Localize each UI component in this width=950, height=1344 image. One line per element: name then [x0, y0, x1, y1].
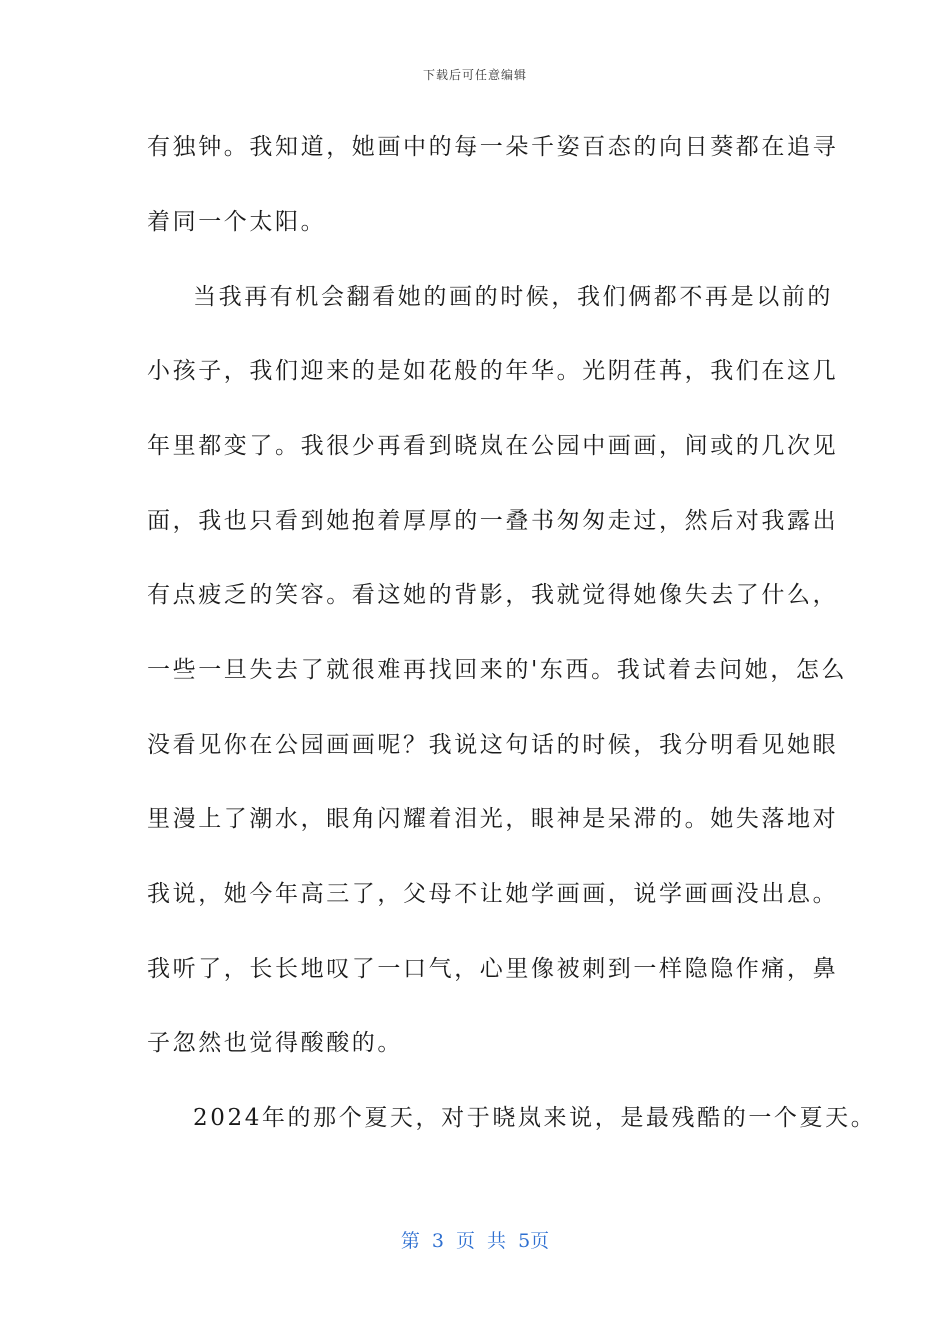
paragraph-start-line: 当我再有机会翻看她的画的时候，我们俩都不再是以前的	[193, 284, 833, 310]
text-line: 没看见你在公园画画呢？我说这句话的时候，我分明看见她眼	[147, 732, 839, 758]
text-line: 我听了，长长地叹了一口气，心里像被刺到一样隐隐作痛，鼻	[147, 956, 839, 982]
text-line: 子忽然也觉得酸酸的。	[147, 1030, 403, 1056]
text-line: 面，我也只看到她抱着厚厚的一叠书匆匆走过，然后对我露出	[147, 508, 839, 534]
page-number-footer: 第 3 页 共 5页	[400, 1230, 550, 1252]
text-line: 有独钟。我知道，她画中的每一朵千姿百态的向日葵都在追寻	[147, 134, 839, 160]
text-line: 小孩子，我们迎来的是如花般的年华。光阴荏苒，我们在这几	[147, 358, 839, 384]
text-line: 着同一个太阳。	[147, 209, 327, 235]
text-line: 一些一旦失去了就很难再找回来的'东西。我试着去问她，怎么	[147, 657, 848, 683]
paragraph-start-line: 2024年的那个夏天，对于晓岚来说，是最残酷的一个夏天。	[193, 1105, 877, 1131]
text-line: 年里都变了。我很少再看到晓岚在公园中画画，间或的几次见	[147, 433, 839, 459]
text-line: 有点疲乏的笑容。看这她的背影，我就觉得她像失去了什么，	[147, 582, 839, 608]
page-header: 下载后可任意编辑	[422, 68, 527, 82]
text-line: 里漫上了潮水，眼角闪耀着泪光，眼神是呆滞的。她失落地对	[147, 806, 839, 832]
text-line: 我说，她今年高三了，父母不让她学画画，说学画画没出息。	[147, 881, 839, 907]
